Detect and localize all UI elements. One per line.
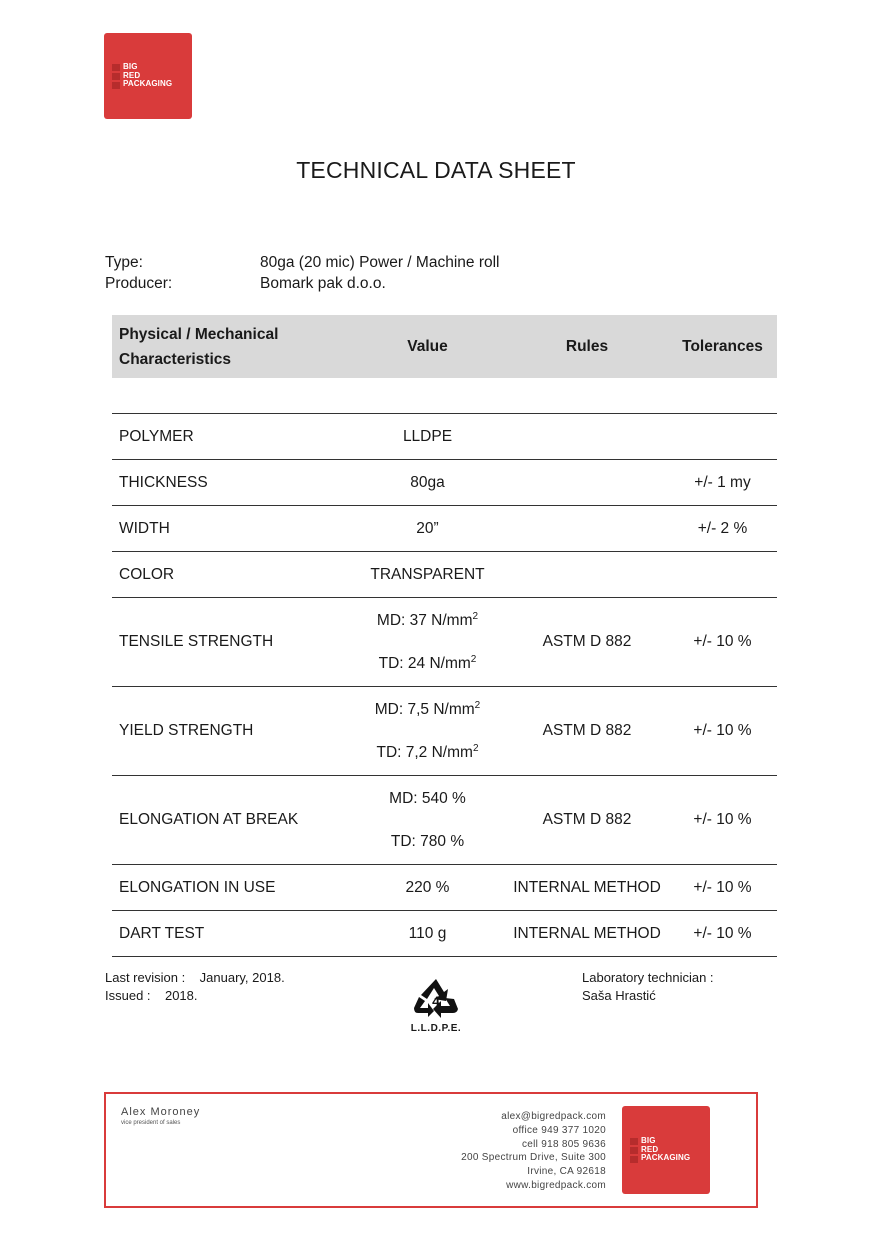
header-characteristics: Physical / Mechanical Characteristics <box>112 315 349 378</box>
logo-mark <box>630 1138 638 1163</box>
card-address2: Irvine, CA 92618 <box>527 1166 606 1178</box>
card-address1: 200 Spectrum Drive, Suite 300 <box>461 1152 606 1164</box>
row-tolerance: +/- 10 % <box>668 687 777 776</box>
row-value <box>349 687 506 776</box>
producer-line <box>105 275 386 293</box>
issued: Issued : 2018. <box>105 988 198 1003</box>
value-md: MD: 7,5 $N/mm^2$ <box>374 699 481 718</box>
table-row <box>112 506 777 552</box>
row-value: TRANSPARENT <box>349 552 506 598</box>
card-contact <box>461 1110 606 1193</box>
row-tolerance: +/- 10 % <box>668 911 777 957</box>
last-revision: Last revision : January, 2018. <box>105 970 285 985</box>
page-title: TECHNICAL DATA SHEET <box>296 157 576 183</box>
row-value: 80ga <box>349 460 506 506</box>
row-name: DART TEST <box>112 911 349 957</box>
recycle-label: L.L.D.P.E. <box>410 1023 462 1034</box>
row-name: ELONGATION AT BREAK <box>112 776 349 865</box>
table-row <box>112 776 777 865</box>
technician-info <box>582 969 714 1005</box>
header-value: Value <box>349 315 506 378</box>
row-name: COLOR <box>112 552 349 598</box>
card-web[interactable]: www.bigredpack.com <box>506 1179 606 1191</box>
table-row <box>112 687 777 776</box>
row-rule <box>506 460 668 506</box>
revision-info <box>105 969 285 1005</box>
table-row <box>112 865 777 911</box>
spec-table <box>112 315 777 957</box>
table-row <box>112 414 777 460</box>
row-value <box>349 598 506 687</box>
row-name: WIDTH <box>112 506 349 552</box>
row-tolerance <box>668 552 777 598</box>
row-value: 110 g <box>349 911 506 957</box>
row-name: TENSILE STRENGTH <box>112 598 349 687</box>
row-value: 220 % <box>349 865 506 911</box>
row-tolerance: +/- 1 my <box>668 460 777 506</box>
row-name: POLYMER <box>112 414 349 460</box>
row-rule: ASTM D 882 <box>506 776 668 865</box>
row-value: 20” <box>349 506 506 552</box>
value-td: TD: 7,2 $N/mm^2$ <box>376 742 479 761</box>
value-md: MD: 37 $N/mm^2$ <box>376 610 479 629</box>
table-row <box>112 460 777 506</box>
row-rule <box>506 414 668 460</box>
business-card <box>104 1092 758 1208</box>
card-logo <box>622 1106 710 1194</box>
technician-name: Saša Hrastić <box>582 988 656 1003</box>
value-td: TD: 780 % <box>390 832 465 850</box>
technician-label: Laboratory technician : <box>582 970 714 985</box>
logo-mark <box>112 64 120 89</box>
row-rule <box>506 552 668 598</box>
row-rule: ASTM D 882 <box>506 687 668 776</box>
table-header <box>112 315 777 378</box>
logo-text: BIG RED PACKAGING <box>641 1136 691 1163</box>
producer-value: Bomark pak d.o.o. <box>260 275 386 292</box>
value-td: TD: 24 $N/mm^2$ <box>378 653 477 672</box>
type-value: 80ga (20 mic) Power / Machine roll <box>260 254 500 271</box>
table-spacer <box>112 378 777 414</box>
row-name: YIELD STRENGTH <box>112 687 349 776</box>
row-rule: ASTM D 882 <box>506 598 668 687</box>
brand-logo <box>104 33 192 119</box>
table-row <box>112 552 777 598</box>
row-tolerance: +/- 2 % <box>668 506 777 552</box>
row-name: THICKNESS <box>112 460 349 506</box>
header-rules: Rules <box>506 315 668 378</box>
card-office: office 949 377 1020 <box>512 1124 606 1136</box>
row-tolerance: +/- 10 % <box>668 598 777 687</box>
value-md: MD: 540 % <box>389 789 466 807</box>
logo-text: BIG RED PACKAGING <box>123 62 173 89</box>
card-email[interactable]: alex@bigredpack.com <box>501 1111 606 1122</box>
row-tolerance <box>668 414 777 460</box>
card-role: vice president of sales <box>121 1120 181 1126</box>
table-row <box>112 598 777 687</box>
card-name: Alex Moroney <box>121 1106 201 1118</box>
table-row <box>112 911 777 957</box>
row-tolerance: +/- 10 % <box>668 865 777 911</box>
row-rule: INTERNAL METHOD <box>506 865 668 911</box>
card-cell: cell 918 805 9636 <box>521 1138 606 1150</box>
row-rule <box>506 506 668 552</box>
recycle-number: 4 <box>432 993 440 1009</box>
row-rule: INTERNAL METHOD <box>506 911 668 957</box>
type-line <box>105 254 500 272</box>
row-name: ELONGATION IN USE <box>112 865 349 911</box>
recycle-icon <box>413 978 459 1020</box>
recycle-symbol <box>405 978 467 1034</box>
row-tolerance: +/- 10 % <box>668 776 777 865</box>
row-value <box>349 776 506 865</box>
header-tolerances: Tolerances <box>668 315 777 378</box>
producer-label: Producer: <box>105 275 173 292</box>
row-value: LLDPE <box>349 414 506 460</box>
type-label: Type: <box>105 254 143 271</box>
